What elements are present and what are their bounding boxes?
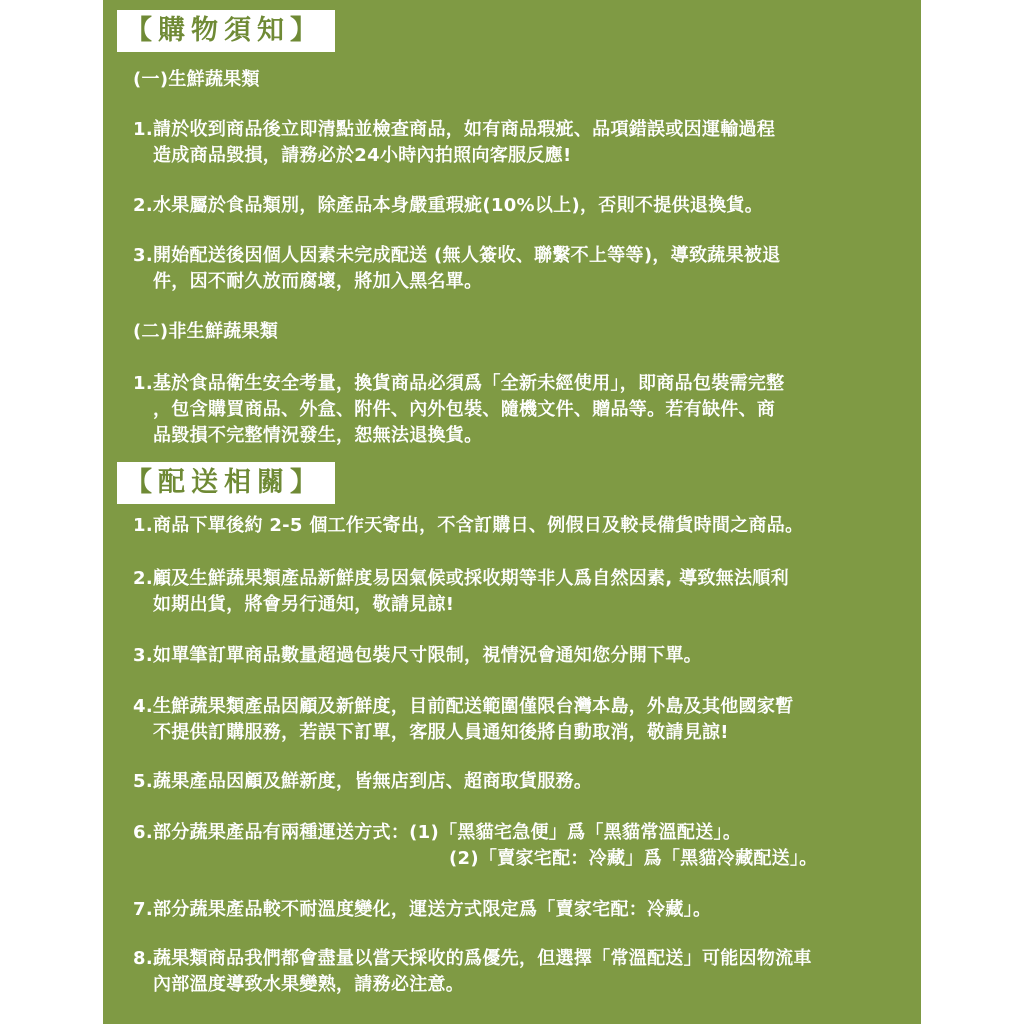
delivery-item-8-line-2: 內部溫度導致水果變熟，請務必注意。 [153, 974, 465, 995]
delivery-item-5-line-1: 5.蔬果產品因顧及鮮新度，皆無店到店、超商取貨服務。 [133, 771, 593, 792]
shopping-notice-heading: 【購物須知】 [117, 10, 335, 52]
non-fresh-item-1-line-3: 品毀損不完整情況發生，恕無法退換貨。 [153, 425, 483, 446]
non-fresh-item-1-line-2: ，包含購買商品、外盒、附件、內外包裝、隨機文件、贈品等。若有缺件、商 [153, 399, 776, 420]
delivery-item-1-line-1: 1.商品下單後約 2-5 個工作天寄出，不含訂購日、例假日及較長備貨時間之商品。 [133, 515, 804, 536]
delivery-item-7-line-1: 7.部分蔬果產品較不耐溫度變化，運送方式限定爲「賣家宅配：冷藏」。 [133, 899, 712, 920]
fresh-item-3-line-1: 3.開始配送後因個人因素未完成配送 (無人簽收、聯繫不上等等)，導致蔬果被退 [133, 245, 781, 266]
delivery-item-3-line-1: 3.如單筆訂單商品數量超過包裝尺寸限制，視情況會通知您分開下單。 [133, 645, 702, 666]
delivery-item-2-line-2: 如期出貨，將會另行通知，敬請見諒! [153, 594, 455, 615]
fresh-item-2-line-1: 2.水果屬於食品類別，除產品本身嚴重瑕疵(10%以上)，否則不提供退換貨。 [133, 195, 763, 216]
delivery-item-6-line-1: 6.部分蔬果產品有兩種運送方式：(1)「黑貓宅急便」爲「黑貓常溫配送」。 [133, 822, 742, 843]
delivery-item-2-line-1: 2.顧及生鮮蔬果類產品新鮮度易因氣候或採收期等非人爲自然因素, 導致無法順利 [133, 568, 789, 589]
delivery-item-8-line-1: 8.蔬果類商品我們都會盡量以當天採收的爲優先，但選擇「常溫配送」可能因物流車 [133, 948, 812, 969]
delivery-item-4-line-2: 不提供訂購服務，若誤下訂單，客服人員通知後將自動取消，敬請見諒! [153, 722, 729, 743]
delivery-item-6-line-2: (2)「賣家宅配：冷藏」爲「黑貓冷藏配送」。 [449, 848, 818, 869]
delivery-item-4-line-1: 4.生鮮蔬果類產品因顧及新鮮度，目前配送範圍僅限台灣本島，外島及其他國家暫 [133, 696, 794, 717]
fresh-item-1-line-2: 造成商品毀損，請務必於24小時內拍照向客服反應! [153, 145, 572, 166]
notice-panel [103, 0, 921, 1024]
section-non-fresh-title: (二)非生鮮蔬果類 [133, 321, 279, 342]
section-fresh-produce-title: (一)生鮮蔬果類 [133, 69, 260, 90]
delivery-heading: 【配送相關】 [117, 462, 335, 504]
fresh-item-1-line-1: 1.請於收到商品後立即清點並檢查商品，如有商品瑕疵、品項錯誤或因運輸過程 [133, 119, 776, 140]
fresh-item-3-line-2: 件，因不耐久放而腐壞，將加入黑名單。 [153, 271, 483, 292]
non-fresh-item-1-line-1: 1.基於食品衛生安全考量，換貨商品必須爲「全新未經使用」，即商品包裝需完整 [133, 373, 785, 394]
